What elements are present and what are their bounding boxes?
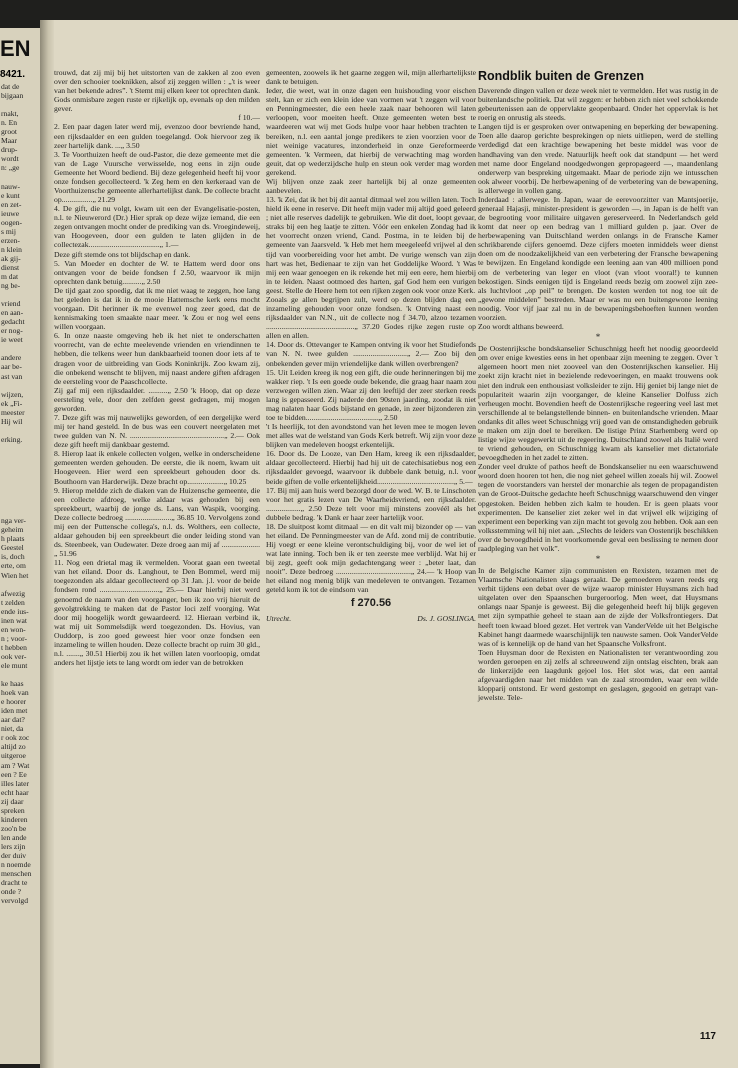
fragment-line: niet, da	[1, 724, 24, 734]
fragment-line: Wien het	[1, 570, 29, 580]
paragraph: 2. Een paar dagen later werd mij, evenzoo door bevriende hand, een rijksdaalder en een gulden toegelangd. Ook hiervoor zeg ik zeer hartelijk dank. ...„ 3.50	[54, 122, 260, 150]
fragment-line: vervolgd	[1, 896, 28, 906]
paragraph: Langen tijd is er gesproken over ontwapening en beperking der bewapening. Toen alle daarop gerichte besprekingen op niets uitliepen, werd de stelling verdedigd dat een krachtige bewapening het beste middel was voor de handhaving van den vrede. Natuurlijk heeft ook dat standpunt — het werd met name door Engeland noodgedwongen gepropageerd —, maandenlang onderwerp van bespreking uitgemaakt. Maar de periode zijn we intusschen ook alweer voorbij. De herbewapening of de verbetering van de bewapening, is allerwege in vollen gang.	[478, 122, 718, 195]
fragment-line: bijgaan	[1, 91, 24, 101]
amount: f 10.—	[238, 113, 260, 123]
fragment-line: iden met	[1, 706, 28, 716]
fragment-line	[0, 471, 40, 480]
fragment-line: en zet-	[1, 199, 22, 209]
paragraph: 4. De gift, die nu volgt, kwam uit een der Evangelisatie-posten, n.l. te Nieuwerord (Dr.) Hier sprak op deze wijze iemand, die een zegen ontvangen mocht onder de prediking van ds. Vroegindeweij, van Hoogeveen, door een gulden te laten glijden in de collectezak.....................................„ 1.—	[54, 204, 260, 250]
fragment-line: hoek van	[1, 688, 29, 698]
fragment-line	[0, 480, 40, 489]
fragment-line: erzen-	[1, 235, 20, 245]
fragment-line: andere	[1, 353, 22, 363]
fragment-line: der duiv	[1, 850, 27, 860]
fragment-line: ook ver-	[1, 651, 27, 661]
fragment-line: uitgeroe	[1, 751, 26, 761]
fragment-line: t zelden	[1, 597, 25, 607]
fragment-line	[0, 426, 40, 435]
fragment-line: ek „Fi-	[1, 398, 23, 408]
fragment-line: dracht te	[1, 878, 28, 888]
fragment-line: meester	[1, 407, 25, 417]
fragment-line	[0, 489, 40, 498]
fragment-line	[0, 580, 40, 589]
fragment-line: zoo'n be	[1, 823, 27, 833]
fragment-line	[0, 453, 40, 462]
paragraph: 16. Door ds. De Looze, van Den Ham, kreeg ik een rijksdaalder, aldaar gecollecteerd. Hierbij had hij uit de catechisatiebus nog een rijksdaalder gevoegd, waarvoor ik dubbele dank betuig, n.l. voor beide giften de volle erkentelijkheid........................................„ 5.—	[266, 449, 476, 486]
column-3	[478, 68, 718, 702]
fragment-line	[0, 498, 40, 507]
fragment-line: len ande	[1, 832, 27, 842]
fragment-line: ak gij-	[1, 253, 21, 263]
fragment-line: wijzen,	[1, 389, 24, 399]
column-2	[266, 68, 476, 623]
section-separator: *	[595, 332, 601, 343]
fragment-line: en aan-	[1, 308, 24, 318]
fragment-line: e hoorer	[1, 697, 27, 707]
paragraph: 7. Deze gift was mij nauwelijks geworden, of een dergelijke werd mij ter hand gesteld. In de bus was een couvert neergelaten met twee gulden van N. N. .................................................„ 2.— Ook deze gift heeft mij dankbaar gestemd.	[54, 412, 260, 450]
place-name: Utrecht.	[266, 613, 292, 623]
paragraph: Zoo wordt althans beweerd.	[478, 322, 564, 332]
paragraph: trouwd, dat zij mij bij het uitstorten van de zakken al zoo even over den schooier toeknikken, alsof zij zeggen willen : „'t is weer van het bekende adres”. 't Stemt mij elken keer tot oprechten dank. Gods onmisbare zegen ruste er rijkelijk op, evenals op den milden gever.	[54, 68, 260, 114]
fragment-line: n. En	[1, 118, 18, 128]
paragraph: Wij blijven onze zaak zeer hartelijk bij al onze gemeenten aanbevelen.	[266, 176, 476, 196]
paragraph: 15. Uit Leiden kreeg ik nog een gift, die oude herinneringen bij me wakker riep. 't Is een goede oude bekende, die graag haar naam zou verzwegen willen zien. Waar zij den leeftijd der zeer sterken reeds lang is gepasseerd. Zij naderde den 90sten jaarding, zoodat ik niet mag nalaten haar Gods bijstand en genade, in zeer bijzonderen zin toe te bidden......................................„ 2.50	[266, 367, 476, 422]
fragment-line: groot	[1, 127, 18, 137]
fragment-line: e kunt	[1, 190, 20, 200]
section-heading: Rondblik buiten de Grenzen	[478, 69, 644, 83]
fragment-line: Geestel	[1, 543, 24, 553]
fragment-line: aar be-	[1, 362, 22, 372]
fragment-line: n klein	[1, 244, 22, 254]
paragraph: Zooals ge allen begrijpen zult, werd op dezen blijden dag een inzameling gehouden voor onze fondsen. 'k Ontving naast een rijksdaalder van N.N., uit de collecte nog f 34.70, alzoo tezamen ..............................................„ 37.20 Godes rijke zegen ruste op allen en allen.	[266, 294, 476, 341]
paragraph: 't Is heerlijk, tot den avondstond van het leven mee te mogen leven met alles wat de welstand van Gods Kerk betreft. Wij zijn voor deze blijken van medeleven hoogst erkentelijk.	[266, 422, 476, 450]
fragment-line	[0, 381, 40, 390]
fragment-line: menschen	[1, 869, 32, 879]
fragment-line	[0, 100, 40, 109]
fragment-line: kinderen	[1, 814, 28, 824]
fragment-line: is, doch	[1, 552, 25, 562]
paragraph: Inderdaad : allerwege. In Japan, waar de eerevoorzitter van Mantsjoerije, generaal Hajasji, minister-president is geworden —, in Japan is de helft van de begrooting voor militaire uitgaven gereserveerd. In Nederlandsch geld komt dat neer op een bedrag van 1 milliard gulden p. jaar. Over de herbewapening van Duitschland werden onlangs in de Fransche Kamer schrikbarende cijfers genoemd. Deze cijfers moeten inmiddels weer dienst doen om de noodzakelijkheid van een verbetering der Fransche bewapening te bewijzen. En Engeland kondigde een leening aan van 400 millioen pond om de verbetering van leger en vloot (van vloot vooral!) te kunnen bekostigen. Sinds eenigen tijd is Engeland reeds bezig om zoowel zijn zee- als luchtvloot „op peil” te brengen. De kosten werden tot nog toe uit de „gewone middelen” bestreden. Maar er was nu een buitengewone leening noodig. Voor vijf jaar zal nu in de bewapeningsbehoeften kunnen worden voorzien.	[478, 194, 718, 322]
paragraph: 13. 'k Zei, dat ik het bij dit aantal ditmaal wel zou willen laten. Toch hield ik eene in reserve. Dit heeft mijn vader mij altijd goed geleerd ; niet alle reserves dadelijk te gebruiken. Wie dit doet, loopt gevaar, straks bij een heg laatje te zitten. Vóór een enkelen Zondag had ik het voorrecht onzen vriend, Cand. Postma, in te leiden bij de gemeente van Jaarsveld. 'k Heb met hem meegeleefd vrijwel al den tijd van voorbereiding voor het ambt. De vurige wensch van zijn hart was het, Bedienaar te zijn van het Goddelijke Woord. 't Was mij een waar genoegen en ik rekende het mij een eere, hem hierbij in te leiden. Naast ootmoed des harten, gaf God hem een vurigen geest. Stelle de Heere hem tot een rijken zegen ook voor onze Kerk.	[266, 195, 476, 295]
fragment-line: Maar	[1, 136, 18, 146]
fragment-line: oogen-	[1, 217, 23, 227]
fragment-line: t hebben	[1, 642, 27, 652]
fragment-line: lers zijn	[1, 841, 26, 851]
fragment-line: gedacht	[1, 317, 25, 327]
fragment-heading: EN	[0, 36, 31, 61]
paragraph: In de Belgische Kamer zijn communisten en Rexisten, tezamen met de Vlaamsche Nationalisten slaags geraakt. De gemoederen waren reeds erg verhit tijdens een debat over de wijze waarop minister Huysmans zich had uitgelaten over den Spaanschen burgeroorlog. Men weet, dat Huysmans onlangs naar Spanje is geweest. Bij die gelegenheid heeft hij blijk gegeven met zijn sympathie geheel te staan aan de zijde der Volksfrontiegers. Dat heeft toen kwaad bloed gezet. Het vertrek van VanderVelde uit het Belgische Kabinet hangt daarmede waarschijnlijk ten nauwste samen. Ook VanderVelde was of is kennelijk op de hand van het Spaansche Volksfront.	[478, 566, 718, 648]
fragment-line: erte, om	[1, 561, 26, 571]
fragment-line: n noemde	[1, 860, 31, 870]
column-1	[54, 68, 260, 667]
fragment-line: s mij	[1, 226, 16, 236]
fragment-line: echt haar	[1, 787, 29, 797]
paragraph: 17. Bij mij aan huis werd bezorgd door de wed. W. B. te Linschoten voor het gratis lezen van De Waarheidsvriend, een rijksdaalder. ..................„ 2.50 Deze telt voor mij minstens zoovéél als het dubbele bedrag. 'k Dank er haar zeer hartelijk voor.	[266, 485, 476, 522]
paragraph: De Oostenrijksche bondskanselier Schuschnigg heeft het noodig geoordeeld om over enige kwesties eens in het openbaar zijn meening te zeggen. Over 't algemeen hoort men niet zooveel van den Oostenrijkschen kanselier. Hij zoekt zijn kracht niet in bezielende redevoeringen, en maakt trouwens ook niet den indruk een enthousiast volksleider te zijn. Hij geniet bij lange niet de populariteit waarin zijn voorganger, de kleine Kanselier Dolfuss zich verheugen mocht. Bovendien heeft de Oostenrijksche regeering veel last met verschillende al te belangstellende binnen- en buitenlandsche vrienden. Maar ondanks dit alles weet Schuschnigg vrij goed van de omstandigheden gebruik te maken om zijn doel te bereiken. De listige Prinz Starhemberg werd op listige wijze weggewerkt uit de regeering. Duitschland zoowel als Italië werd te vriend gehouden, en Schuschnigg kwam als kanselier met dictatoriale bevoegdheden in het zadel te zitten.	[478, 344, 718, 463]
section-separator: *	[595, 553, 601, 564]
fragment-line: ieuwe	[1, 208, 20, 218]
fragment-line: nauw-	[1, 181, 20, 191]
fragment-line: zij daar	[1, 796, 24, 806]
fragment-line: er nog-	[1, 326, 23, 336]
fragment-line: ende ius-	[1, 606, 29, 616]
paragraph: Ieder, die weet, wat in onze dagen een huishouding voor eischen stelt, kan er zich een klein idee van vormen wat 't zeggen wil voor en Penningmeester, die een heele zaak naar behooren wil laten verloopen, voor moeiten heeft. Onze gemeenten weten best te waardeeren wat wij met Gods hulpe voor haar hebben trachten te bereiken, n.l. een aantal jonge predikers te zien voorzien voor de niet weinige vacatures, inzonderheid in onze Gereformeerde gemeenten. 'k Vermeen, dat hierbij de verwachting mag worden geuit, dat op wederzijdsche hulp en steun ook verder mag worden gerekend.	[266, 86, 476, 177]
signature-name: Ds. J. GOSLINGA.	[417, 613, 476, 623]
adjacent-page-fragment	[0, 28, 40, 1064]
paragraph: Zij gaf mij een rijksdaalder. ..........„ 2.50 'k Hoop, dat op deze eersteling vele, door den zelfden geest gedragen, mij mogen geworden.	[54, 385, 260, 413]
paragraph: Deze gift stemde ons tot blijdschap en dank.	[54, 249, 191, 259]
paragraph: 8. Hierop laat ik enkele collecten volgen, welke in onderscheidene gemeenten werden gehouden. De eerste, die ik noem, kwam uit Hoogeveen. Hier werd een spreekbeurt gehouden door ds. Bouthoorn van Harderwijk. Deze bracht op...................„ 10.25	[54, 449, 260, 486]
fragment-line: altijd zo	[1, 742, 26, 752]
fragment-line: een ? Ee	[1, 769, 27, 779]
total-amount: f 270.56	[350, 596, 392, 609]
paragraph: Toen Huysman door de Rexisten en Nationalisten ter verantwoording zou worden geroepen en zij zelfs al schreeuwend zijn ontslag eischten, brak aan de linkerzijde een laagdunk gejoel los. Het slot was, dat een aantal afgevaardigden naar het midden van de zaal stroomden, waar een wilde klopparij ontstond. Er werd gestompt en geslagen, gegooid en getrapt van-jewelste. Tele-	[478, 647, 718, 703]
fragment-line	[0, 344, 40, 353]
fragment-line: nga ver-	[1, 516, 26, 526]
fragment-line: Hij wil	[1, 416, 23, 426]
fragment-line: rnakt,	[1, 109, 19, 119]
page-number: 117	[699, 1031, 716, 1042]
fragment-line: ie weet	[1, 335, 23, 345]
fragment-line: dat de	[1, 82, 20, 91]
fragment-line: ele munt	[1, 661, 28, 670]
fragment-line	[0, 670, 40, 679]
fragment-line: inen wat	[1, 615, 27, 625]
fragment-line: afwezig	[1, 588, 26, 598]
fragment-line: ke haas	[1, 679, 24, 689]
magazine-page	[54, 20, 738, 1068]
fragment-line: h plaats	[1, 534, 25, 544]
paragraph: 6. In onze naaste omgeving heb ik het niet te onderschatten voorrecht, van de echte meelevende vrienden en vriendinnen te hebben, die telkens weer hun dankbaarheid toonen door iets af te dragen voor de uitbreiding van Gods Koninkrijk. Zoo kwam zij, die onbekend wenscht te blijven, mij naast andere giften afdragen de eersteling voor de Paaschcollecte.	[54, 331, 260, 386]
fragment-line: wordt	[1, 154, 19, 164]
paragraph: 5. Van Moeder en dochter de W. te Hattem werd door ons ontvangen voor de beide fondsen f 2.50, waarvoor ik mijn oprechten dank betuig..........„ 2.50	[54, 258, 260, 286]
fragment-line: n ; voor-	[1, 633, 27, 643]
fragment-line: erking.	[1, 434, 23, 444]
signature-line	[266, 614, 476, 623]
paragraph: De tijd gaat zoo spoedig, dat ik me niet waag te zeggen, hoe lang het geleden is dat ik in de mooie Hattemsche kerk eens mocht voorgaan. Dit herinner ik me evenwel nog zeer goed, dat de kennismaking toen smaakte naar meer. 'k Zou er nog wel eens willen voorgaan.	[54, 285, 260, 332]
paragraph: 9. Hierop meldde zich de diaken van de Huizensche gemeente, die een collecte afdroeg, welke aldaar was gehouden bij een spreekbeurt, waarbij de jonge ds. Lans, van Waspik, voorging. Deze collecte bedroeg ........................„ 36.85 10. Vervolgens zond mij een der Puttensche collega's, n.l. ds. Wolthers, een collecte, aldaar gehouden bij een spreekbeurt die onder leiding stond van ds. Steenbeek, van Oudewater. Deze droeg aan mij af ....................„ 51.96	[54, 485, 260, 559]
fragment-line: en won-	[1, 624, 26, 634]
fragment-line: geheim	[1, 525, 24, 535]
paragraph: 3. Te Voorthuizen heeft de oud-Pastor, die deze gemeente met die van de Lage Vuursche verwisselde, nog eens in zijn oude Gemeente het Woord bediend. Bij deze gelegenheid heeft hij voor onze fondsen gecollecteerd. 'k Zeg hem en den kerkeraad van de Voorthuizensche gemeente allerhartelijkst dank. De collecte bracht op................„ 21.29	[54, 149, 260, 205]
fragment-line: ng be-	[1, 281, 21, 291]
fragment-line: n: „ge	[1, 163, 20, 173]
fragment-line: dienst	[1, 262, 20, 272]
fragment-line: ast van	[1, 371, 23, 381]
paragraph: 11. Nog een drietal mag ik vermelden. Voorat gaan een tweetal van het eiland. Door ds. Langhout, te Den Bommel, werd mij toegezonden als aldaar gecollecteerd op 31 Jan. j.l. voor de beide fondsen rond ...............................„ 25.— Daar hierbij niet werd genoemd de naam van den voorganger, ben ik zoo vrij hieruit de gevolgtrekking te maken dat de Pastor loci zelf voorging. Wat door mij hoogelijk wordt gewaardeerd. 12. Hieraan verbind ik, wat mij uit Sommelsdijk werd toegezonden. Ds. Hovius, van Ouddorp, is zoo goed geweest hier voor onze fondsen een inzameling te willen houden. Deze collecte bracht op ruim 30 gld., n.l. .......„ 30.51 Hierbij zou ik het willen laten voorloopig, omdat anders het lijstje iets te lang wordt om ieder van de betrokken	[54, 558, 260, 668]
fragment-line	[0, 507, 40, 516]
fragment-line	[0, 444, 40, 453]
fragment-line: aar dat?	[1, 715, 25, 725]
book-gutter	[40, 20, 54, 1068]
paragraph: gemeenten, zoowels ik het gaarne zeggen wil, mijn allerhartelijkste dank te betuigen.	[266, 68, 476, 87]
fragment-line	[0, 290, 40, 299]
fragment-line: drup-	[1, 145, 18, 155]
paragraph: 14. Door ds. Ottevanger te Kampen ontving ik voor het Studiefonds van N. N. twee gulden ............................„ 2.— Zoo bij den onbekenden gever mijn vriendelijke dank willen overbrengen?	[266, 340, 476, 368]
fragment-line: onde ?	[1, 887, 22, 897]
paragraph: Daverende dingen vallen er deze week niet te vermelden. Het was rustig in de buitenlandsche politiek. Dat wil zeggen: er hebben zich niet veel schokkende gebeurtenissen aan de oppervlakte geopenbaard. Onder het oppervlak is het roerig en onrustig als steeds.	[478, 86, 718, 123]
fragment-line: illes later	[1, 778, 30, 788]
fragment-line: m dat	[1, 271, 19, 281]
fragment-line: am ? Wat	[1, 760, 30, 770]
paragraph: 18. De sluitpost komt ditmaal — en dit valt mij bizonder op — van het eiland. De Penningmeester van de Afd. zond mij de contributie. Hij voegt er eene kleine verontschuldiging bij, voor de wel iet of wat late inning. Toch ben ik er ten zeerste mee verblijd. Wat hij er bij zegt, geeft ook mijn gedachtengang weer : „beter laat, dan nooit”. Deze bedroeg .......................................„ 24.— 'k Hoop van het eiland nog menig blijk van medeleven te ontvangen. Tezamen geteld kom ik tot de eindsom van	[266, 521, 476, 595]
fragment-line: vriend	[1, 299, 21, 309]
fragment-line	[0, 462, 40, 471]
fragment-line: spreken	[1, 805, 25, 815]
fragment-line	[0, 172, 40, 181]
fragment-line: r ook zoc	[1, 733, 30, 743]
fragment-number: 8421.	[0, 69, 26, 80]
paragraph: Zonder veel drukte of pathos heeft de Bondskanselier nu een waarschuwend woord doen hooren tot hen, die nog niet geheel willen zoeals hij wil. Zoowel tegen de voorstanders van herstel der monarchie als tegen de propagandisten van de Groot-Duitsche gedachte heeft Schuschnigg waarschuwend den vinger opgestoken. Beiden hebben zich kalm te houden. Er is geen plaats voor experimenten. De kanselier ziet zeker wel in dat vrijwel elk wijziging of experiment een beperking van zijn macht tot gevolg zou hebben. Ook aan een volksstemming wil hij niet aan. „Slechts de leiders van Oostenrijk beschikken over de bevoegdheid in het voorkomende geval een beslissing te nemen door raadpleging van het volk”.	[478, 462, 718, 553]
